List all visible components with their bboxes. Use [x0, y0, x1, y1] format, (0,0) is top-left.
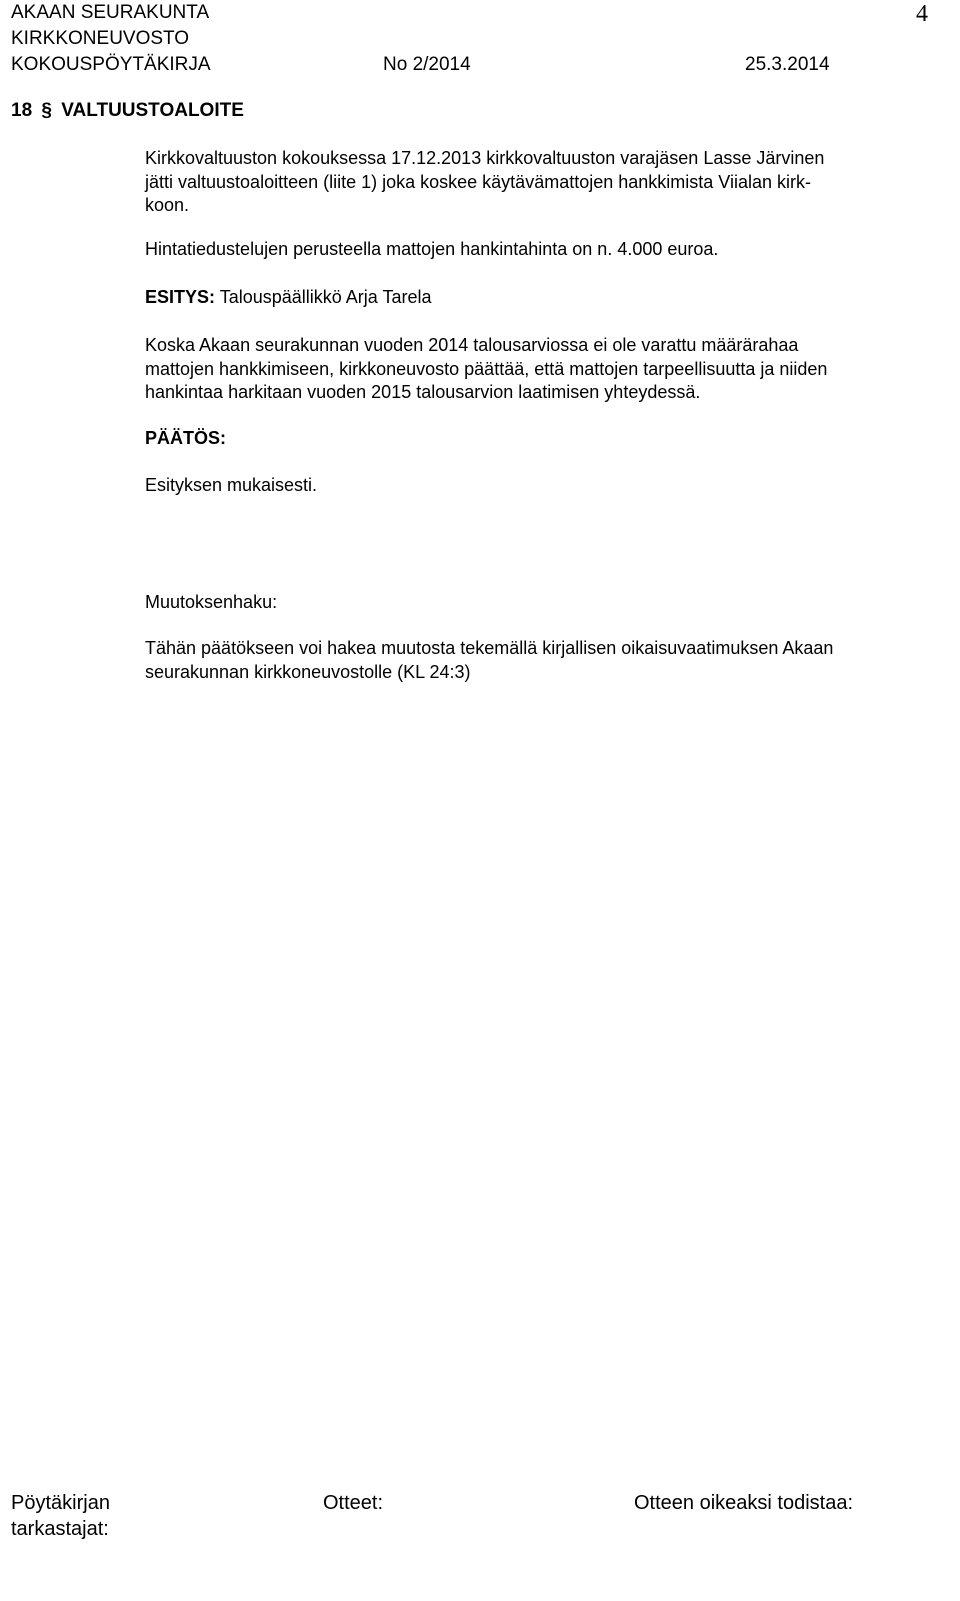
doc-date: 25.3.2014 — [745, 54, 830, 75]
proposal-line: hankintaa harkitaan vuoden 2015 talousarvion laatimisen yhteydessä. — [145, 382, 701, 403]
proposal-heading — [145, 286, 925, 310]
intro-paragraph — [145, 147, 925, 218]
proposal-paragraph — [145, 334, 925, 405]
doc-number: No 2/2014 — [383, 54, 471, 75]
appeal-line: seurakunnan kirkkoneuvostolle (KL 24:3) — [145, 661, 471, 682]
appeal-line: Tähän päätökseen voi hakea muutosta tekemällä kirjallisen oikaisuvaatimuksen Akaan — [145, 638, 834, 658]
intro-line: jätti valtuustoaloitteen (liite 1) joka koskee käytävämattojen hankkimista Viialan kirk- — [145, 171, 811, 192]
price-line: Hintatiedustelujen perusteella mattojen hankintahinta on n. 4.000 euroa. — [145, 239, 719, 259]
intro-line: Kirkkovaltuuston kokouksessa 17.12.2013 kirkkovaltuuston varajäsen Lasse Järvinen — [145, 148, 825, 168]
section-symbol: § — [41, 100, 52, 121]
page-number: 4 — [916, 1, 928, 27]
footer-extracts: Otteet: — [323, 1492, 384, 1514]
body-name: KIRKKONEUVOSTO — [11, 28, 190, 49]
section-number: 18 — [11, 100, 33, 121]
org-name: AKAAN SEURAKUNTA — [11, 2, 210, 23]
footer-reviewers-line1: Pöytäkirjan — [11, 1492, 110, 1514]
proposal-line: mattojen hankkimiseen, kirkkoneuvosto päättää, että mattojen tarpeellisuutta ja niiden — [145, 358, 828, 379]
section-title — [11, 99, 244, 122]
appeal-paragraph — [145, 637, 925, 684]
proposal-label: ESITYS: — [145, 287, 216, 307]
proposal-line: Koska Akaan seurakunnan vuoden 2014 talousarviossa ei ole varattu määrärahaa — [145, 335, 799, 355]
price-paragraph — [145, 238, 925, 262]
doc-type: KOKOUSPÖYTÄKIRJA — [11, 54, 211, 75]
decision-text: Esityksen mukaisesti. — [145, 475, 318, 495]
proposal-presenter: Talouspäällikkö Arja Tarela — [219, 287, 432, 307]
footer-reviewers-line2: tarkastajat: — [11, 1518, 109, 1540]
footer-certified: Otteen oikeaksi todistaa: — [634, 1492, 854, 1514]
intro-line: koon. — [145, 195, 190, 216]
section-heading: VALTUUSTOALOITE — [61, 100, 244, 121]
decision-label: PÄÄTÖS: — [145, 428, 226, 448]
appeal-label: Muutoksenhaku: — [145, 592, 278, 612]
